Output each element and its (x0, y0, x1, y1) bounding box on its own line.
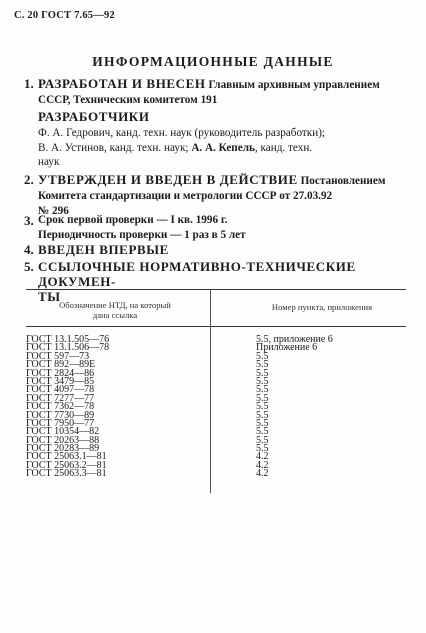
clause-reference: 5.5 (256, 392, 269, 404)
clause-reference: 5.5 (256, 426, 269, 438)
section-lead: УТВЕРЖДЕН И ВВЕДЕН В ДЕЙСТВИЕ (38, 172, 298, 187)
developer-line: Ф. А. Гедрович, канд. техн. наук (руководитель разработки); (38, 127, 326, 139)
gost-designation: ГОСТ 13.1.505—76 (26, 334, 110, 345)
table-row (26, 470, 406, 478)
gost-designation: ГОСТ 2824—86 (26, 367, 95, 379)
clause-reference: 5.5 (256, 384, 269, 396)
section-lead: ВВЕДЕН ВПЕРВЫЕ (38, 242, 169, 257)
section-lead: ССЫЛОЧНЫЕ НОРМАТИВНО-ТЕХНИЧЕСКИЕ ДОКУМЕН- (38, 259, 356, 289)
clause-reference: 5.5 (256, 417, 269, 429)
section-approved (24, 172, 410, 219)
gost-designation: ГОСТ 25063.3—81 (26, 468, 107, 480)
section-text: Главным архивным управлением (205, 79, 380, 91)
clause-reference: 4.2 (256, 468, 269, 480)
review-date: Срок первой проверки — I кв. 1996 г. (38, 214, 228, 226)
developers-heading: РАЗРАБОТЧИКИ (38, 109, 150, 124)
section-text: Комитета стандартизации и метрологии СССР от 27.03.92 (38, 190, 333, 202)
clause-reference: 5.5 (256, 443, 269, 455)
section-number: 1. (24, 76, 34, 91)
clause-reference: 5.5 (256, 350, 269, 362)
clause-reference: 4.2 (256, 459, 269, 471)
gost-designation: ГОСТ 892—89Е (26, 359, 96, 371)
gost-designation: ГОСТ 20263—88 (26, 434, 100, 446)
gost-designation: ГОСТ 20283—89 (26, 443, 100, 455)
section-first (24, 242, 410, 259)
clause-reference: Приложение 6 (256, 342, 318, 354)
section-developed (24, 76, 410, 108)
gost-designation: ГОСТ 7277—77 (26, 392, 95, 404)
section-text: № 296 (38, 205, 69, 217)
gost-designation: ГОСТ 3479—85 (26, 375, 95, 387)
gost-designation: ГОСТ 25063.2—81 (26, 459, 107, 471)
gost-designation: ГОСТ 4097—78 (26, 384, 95, 396)
column-header-clause: Номер пункта, приложения (271, 302, 373, 312)
developer-name: В. А. Устинов, канд. техн. наук; (38, 141, 192, 154)
section-number: 2. (24, 172, 34, 187)
review-period: Периодичность проверки — 1 раз в 5 лет (38, 229, 246, 241)
section-text: СССР, Техническим комитетом 191 (38, 94, 218, 106)
section-number: 3. (24, 213, 34, 228)
clause-reference: 5.5 (256, 359, 269, 371)
clause-reference: 5.5 (256, 401, 269, 413)
clause-reference: 5.5 (256, 375, 269, 387)
section-lead: РАЗРАБОТАН И ВНЕСЕН (38, 76, 206, 91)
developers-list (38, 126, 408, 170)
section-number: 5. (24, 259, 34, 274)
gost-designation: ГОСТ 7950—77 (26, 417, 95, 429)
section-review (24, 213, 410, 243)
developer-name: А. А. Кепель (191, 141, 255, 154)
section-number: 4. (24, 242, 34, 257)
clause-reference: 5.5 (256, 409, 269, 421)
clause-reference: 5.5, приложение 6 (256, 334, 333, 345)
section-text: Постановлением (297, 175, 386, 187)
gost-designation: ГОСТ 10354—82 (26, 426, 100, 438)
gost-designation: ГОСТ 13.1.506—78 (26, 342, 110, 354)
gost-designation: ГОСТ 7362—78 (26, 401, 95, 413)
section-lead: ТЫ (38, 289, 61, 304)
clause-reference: 5.5 (256, 434, 269, 446)
column-header-text: Обозначение НТД, на который (59, 300, 171, 310)
table-header (26, 289, 406, 327)
developer-degree: , канд. техн. (254, 141, 313, 154)
references-table (26, 289, 406, 480)
developer-line: наук (38, 156, 60, 168)
column-header-text: дана ссылка (92, 310, 138, 320)
clause-reference: 5.5 (256, 367, 269, 379)
column-header-ntd (26, 300, 204, 320)
page-title: ИНФОРМАЦИОННЫЕ ДАННЫЕ (92, 54, 334, 69)
gost-designation: ГОСТ 7730—89 (26, 409, 95, 421)
clause-reference: 4.2 (256, 451, 269, 463)
gost-designation: ГОСТ 597—73 (26, 350, 90, 362)
page-header: С. 20 ГОСТ 7.65—92 (14, 10, 115, 21)
gost-designation: ГОСТ 25063.1—81 (26, 451, 107, 463)
developer-line (38, 141, 408, 156)
table-body (26, 336, 406, 479)
